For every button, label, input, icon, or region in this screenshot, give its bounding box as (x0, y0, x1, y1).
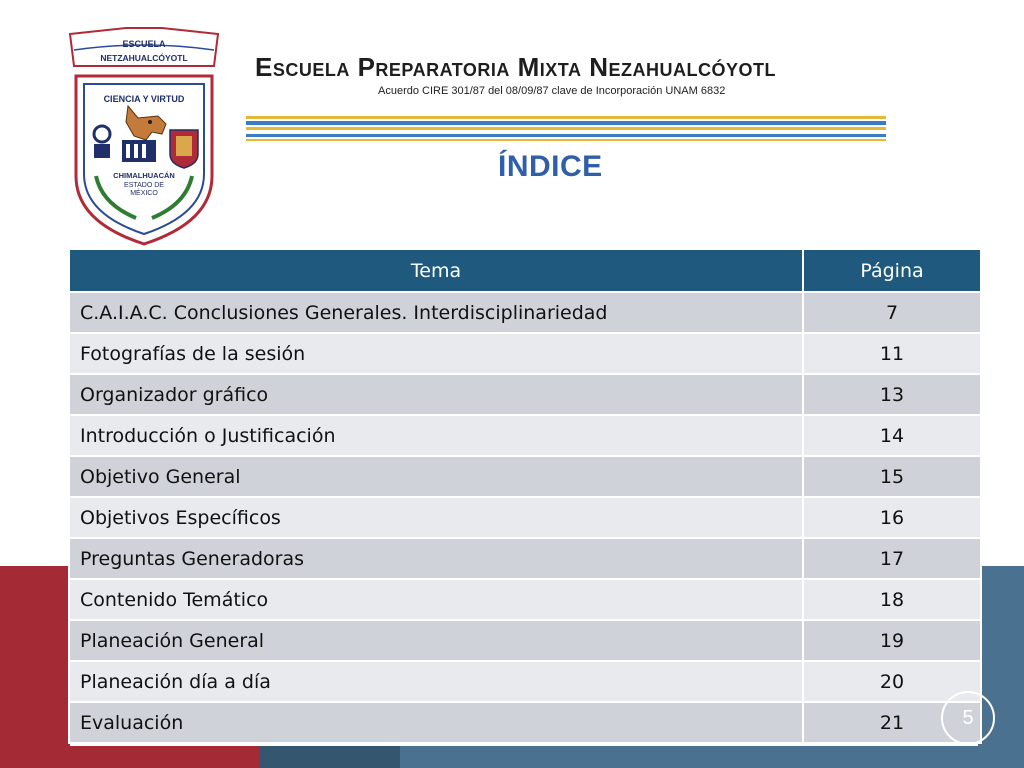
row-topic: Fotografías de la sesión (69, 333, 803, 374)
row-page: 13 (803, 374, 981, 415)
table-row (69, 497, 981, 538)
table-row (69, 374, 981, 415)
row-topic: Objetivo General (69, 456, 803, 497)
table-row (69, 333, 981, 374)
row-topic: Introducción o Justificación (69, 415, 803, 456)
row-topic: Preguntas Generadoras (69, 538, 803, 579)
crest-location-1: CHIMALHUACÁN (113, 171, 175, 180)
crest-location-2: ESTADO DE (124, 182, 164, 189)
row-page: 11 (803, 333, 981, 374)
slide-page-number: 5 (941, 691, 995, 745)
table-row (69, 620, 981, 661)
school-title: Escuela Preparatoria Mixta Nezahualcóyotl (255, 52, 776, 82)
row-page: 20 (803, 661, 981, 702)
page-heading: ÍNDICE (498, 150, 603, 183)
row-topic: Planeación día a día (69, 661, 803, 702)
column-header-tema: Tema (69, 249, 803, 292)
crest-top-text: ESCUELA (122, 39, 166, 49)
row-page: 21 (803, 702, 981, 743)
crest-location-3: MÉXICO (130, 190, 158, 197)
school-crest-icon (66, 26, 222, 248)
table-row (69, 661, 981, 702)
decorative-stripes (246, 110, 886, 144)
row-topic: Evaluación (69, 702, 803, 743)
table-row (69, 292, 981, 333)
decorative-band-bottom-dark (260, 746, 400, 768)
row-topic: Planeación General (69, 620, 803, 661)
table-header-row (69, 249, 981, 292)
table-row (69, 702, 981, 743)
row-page: 16 (803, 497, 981, 538)
row-page: 7 (803, 292, 981, 333)
row-topic: Contenido Temático (69, 579, 803, 620)
crest-motto: CIENCIA Y VIRTUD (103, 94, 185, 104)
row-topic: C.A.I.A.C. Conclusiones Generales. Interdisciplinariedad (69, 292, 803, 333)
table-row (69, 456, 981, 497)
agreement-subtitle: Acuerdo CIRE 301/87 del 08/09/87 clave de Incorporación UNAM 6832 (378, 85, 726, 97)
row-page: 19 (803, 620, 981, 661)
crest-banner-text: NETZAHUALCÓYOTL (100, 53, 188, 63)
row-page: 17 (803, 538, 981, 579)
row-page: 14 (803, 415, 981, 456)
row-topic: Organizador gráfico (69, 374, 803, 415)
table-row (69, 415, 981, 456)
row-page: 18 (803, 579, 981, 620)
decorative-band-bottom-red (0, 746, 260, 768)
column-header-pagina: Página (803, 249, 981, 292)
row-topic: Objetivos Específicos (69, 497, 803, 538)
table-row (69, 538, 981, 579)
decorative-band-red (0, 566, 70, 768)
index-table (68, 248, 982, 744)
table-row (69, 579, 981, 620)
row-page: 15 (803, 456, 981, 497)
